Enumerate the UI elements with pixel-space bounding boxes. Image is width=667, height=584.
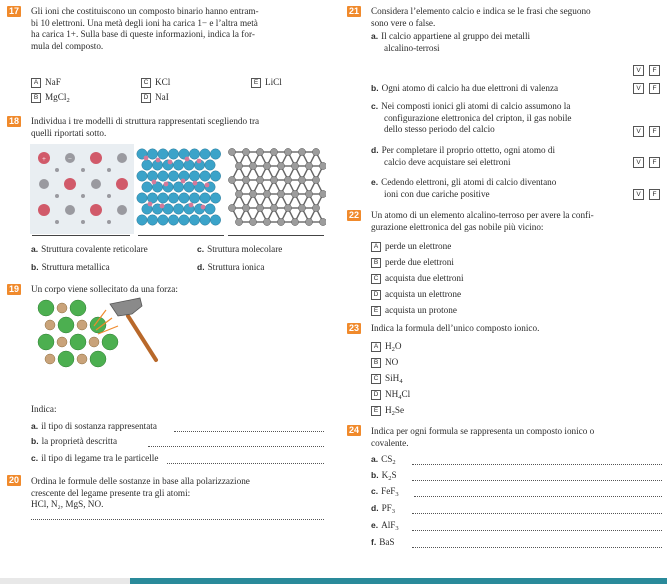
q18-option-c: c. Struttura molecolare	[197, 244, 283, 254]
atom	[312, 148, 319, 155]
atom	[185, 157, 190, 162]
atom	[137, 171, 147, 181]
q23-option-d[interactable]: D $NH_4Cl$	[371, 389, 410, 401]
q21-item-e: e. Cedendo elettroni, gli atomi di calcio diventano ioni con due cariche positive	[371, 177, 557, 199]
atom	[298, 204, 305, 211]
false-checkbox[interactable]: F	[649, 126, 660, 137]
metal-lattice	[137, 149, 221, 225]
atom	[158, 149, 168, 159]
atom	[200, 171, 210, 181]
question-number-24: 24	[349, 425, 360, 435]
atom	[189, 203, 194, 208]
answer-line[interactable]	[31, 519, 324, 520]
q24-item-e: e. AlF$_3$	[371, 520, 399, 532]
atom	[147, 193, 157, 203]
atom	[189, 149, 199, 159]
atom	[210, 149, 220, 159]
ionic-structure-image	[30, 144, 134, 234]
atom	[298, 176, 305, 183]
text-line: Considera l’elemento calcio e indica se le frasi che seguono	[371, 6, 591, 16]
atom	[168, 215, 178, 225]
atom	[77, 354, 87, 364]
atom	[277, 190, 284, 197]
true-checkbox[interactable]: V	[633, 126, 644, 137]
q21-item-c: c. Nei composti ionici gli atomi di calcio assumono la configurazione elettronica del cripton, il gas nobile dello stesso periodo del calcio	[371, 101, 572, 134]
answer-line[interactable]	[412, 530, 662, 531]
atom	[163, 204, 173, 214]
atom	[235, 218, 242, 225]
footer-band	[130, 578, 667, 584]
q24-text	[371, 426, 667, 449]
atom	[38, 334, 54, 350]
answer-line[interactable]	[167, 463, 324, 464]
q18-option-b: b. Struttura metallica	[31, 262, 110, 272]
atom	[256, 148, 263, 155]
question-number-19: 19	[9, 284, 20, 294]
atom	[57, 303, 67, 313]
atom	[90, 351, 106, 367]
q23-option-a[interactable]: A $H_2O$	[371, 341, 402, 353]
answer-line[interactable]	[412, 480, 662, 481]
atom	[263, 190, 270, 197]
q21-item-b: b. Ogni atomo di calcio ha due elettroni di valenza	[371, 83, 559, 93]
atom	[200, 149, 210, 159]
q22-option-b[interactable]: B perde due elettroni	[371, 257, 454, 269]
atom	[201, 205, 206, 210]
text-line: covalente.	[371, 437, 409, 448]
text-line: ha carica 1+. Sulla base di queste informazioni, indica la for-	[31, 29, 255, 39]
atom	[142, 182, 152, 192]
atom	[235, 162, 242, 169]
q18-text	[31, 116, 331, 139]
q20-formulas: HCl, N₂, MgS, NO.	[31, 499, 104, 509]
answer-line[interactable]	[412, 513, 662, 514]
atom	[147, 171, 157, 181]
atom	[200, 215, 210, 225]
atom	[205, 160, 215, 170]
q23-option-c[interactable]: C SiH$_4$	[371, 373, 403, 385]
q24-item-a: a. $CS_2$	[371, 454, 396, 466]
atom	[147, 215, 157, 225]
atom	[205, 183, 210, 188]
q19-indica: Indica:	[31, 404, 57, 414]
q24-item-b: b. $K_2S$	[371, 470, 397, 482]
atom	[152, 180, 157, 185]
q19-text: Un corpo viene sollecitato da una forza:	[31, 284, 178, 294]
text-line: quelli riportati sotto.	[31, 127, 107, 138]
atom	[38, 300, 54, 316]
atom	[173, 160, 183, 170]
atom	[156, 158, 161, 163]
atom	[291, 162, 298, 169]
q18-option-a: a. Struttura covalente reticolare	[31, 244, 148, 254]
question-number-21: 21	[349, 6, 360, 16]
atom	[210, 171, 220, 181]
text-line: Indica per ogni formula se rappresenta un composto ionico o	[371, 426, 595, 436]
atom	[228, 148, 235, 155]
atom	[148, 202, 153, 207]
q18-option-d: d. Struttura ionica	[197, 262, 265, 272]
atom	[181, 179, 186, 184]
atom	[319, 190, 326, 197]
atom	[242, 204, 249, 211]
true-checkbox[interactable]: V	[633, 189, 644, 200]
text-line: sono vere o false.	[371, 17, 436, 28]
atom	[270, 204, 277, 211]
q22-option-d[interactable]: D acquista un elettrone	[371, 289, 461, 301]
text-line: Gli ioni che costituiscono un composto binario hanno entram-	[31, 6, 259, 16]
text-line: mula del composto.	[31, 40, 104, 51]
question-number-20: 20	[9, 475, 20, 485]
true-checkbox[interactable]: V	[633, 65, 644, 76]
atom	[193, 181, 198, 186]
atom	[58, 317, 74, 333]
atom	[144, 156, 149, 161]
atom	[179, 215, 189, 225]
true-checkbox[interactable]: V	[633, 157, 644, 168]
q21-item-a: a. Il calcio appartiene al gruppo dei metalli alcalino-terrosi	[371, 31, 531, 53]
answer-line	[138, 235, 224, 236]
atom	[228, 204, 235, 211]
atom	[45, 354, 55, 364]
hammer-icon	[110, 298, 156, 360]
atom	[173, 182, 183, 192]
q24-item-f: f. BaS	[371, 537, 395, 547]
answer-line[interactable]	[174, 431, 324, 432]
atom	[263, 162, 270, 169]
atom	[249, 190, 256, 197]
atom	[284, 148, 291, 155]
q22-text	[371, 210, 667, 233]
answer-line	[228, 235, 324, 236]
atom	[45, 320, 55, 330]
q17-option-c[interactable]: C KCl	[141, 77, 170, 89]
footer-band-left	[0, 578, 130, 584]
atom	[168, 149, 178, 159]
atom	[70, 334, 86, 350]
false-checkbox[interactable]: F	[649, 189, 660, 200]
text-line: bi 10 elettroni. Una metà degli ioni ha carica 1− e l’altra metà	[31, 17, 258, 28]
false-checkbox[interactable]: F	[649, 83, 660, 94]
atom	[57, 337, 67, 347]
atom	[319, 162, 326, 169]
hammer-ions-image	[36, 296, 166, 388]
answer-line	[32, 235, 130, 236]
atom	[270, 148, 277, 155]
ion-charge-label: −	[68, 155, 72, 163]
atom	[305, 162, 312, 169]
question-number-17: 17	[9, 6, 20, 16]
atom	[312, 204, 319, 211]
text-line: gurazione elettronica del gas nobile più vicino:	[371, 221, 544, 232]
atom	[168, 160, 173, 165]
q19-item-c: c. il tipo di legame tra le particelle	[31, 453, 159, 463]
q22-option-a[interactable]: A perde un elettrone	[371, 241, 451, 253]
answer-line[interactable]	[148, 446, 324, 447]
atom	[270, 176, 277, 183]
atom	[284, 176, 291, 183]
q17-option-a[interactable]: A NaF	[31, 77, 61, 89]
atom	[58, 351, 74, 367]
atom	[164, 182, 169, 187]
atom	[210, 193, 220, 203]
covalent-network-image	[224, 144, 326, 234]
atom	[305, 190, 312, 197]
atom	[77, 320, 87, 330]
false-checkbox[interactable]: F	[649, 65, 660, 76]
atom	[312, 176, 319, 183]
text-line: Un atomo di un elemento alcalino-terroso per avere la confi-	[371, 210, 594, 220]
q21-text	[371, 6, 667, 29]
atom	[70, 300, 86, 316]
atom	[205, 204, 215, 214]
true-checkbox[interactable]: V	[633, 83, 644, 94]
atom	[200, 193, 210, 203]
atom	[142, 160, 152, 170]
metallic-structure-image	[134, 144, 222, 234]
atom	[158, 193, 168, 203]
atom	[168, 193, 178, 203]
atom	[158, 215, 168, 225]
atom	[89, 337, 99, 347]
atom	[210, 215, 220, 225]
atom	[179, 193, 189, 203]
atom	[189, 171, 199, 181]
question-number-22: 22	[349, 210, 360, 220]
atom	[277, 218, 284, 225]
answer-line[interactable]	[412, 464, 662, 465]
covalent-lattice	[228, 148, 326, 225]
question-number-23: 23	[349, 323, 360, 333]
q23-text: Indica la formula dell’unico composto ionico.	[371, 323, 540, 333]
atom	[242, 148, 249, 155]
text-line: Ordina le formule delle sostanze in base alla polarizzazione	[31, 476, 250, 486]
atom	[173, 204, 183, 214]
q22-option-c[interactable]: C acquista due elettroni	[371, 273, 464, 285]
answer-line[interactable]	[414, 496, 662, 497]
q23-option-b[interactable]: B NO	[371, 357, 398, 369]
q19-item-b: b. la proprietà descritta	[31, 436, 118, 446]
q24-item-d: d. $PF_3$	[371, 503, 396, 515]
atom	[235, 190, 242, 197]
atom	[249, 218, 256, 225]
atom	[291, 218, 298, 225]
atom	[263, 218, 270, 225]
q17-option-b[interactable]: B MgCl$_2$	[31, 92, 70, 104]
atom	[284, 204, 291, 211]
text-line: crescente del legame presente tra gli atomi:	[31, 487, 191, 498]
atom	[102, 334, 118, 350]
atom	[256, 204, 263, 211]
q21-item-d: d. Per completare il proprio ottetto, ogni atomo di calcio deve acquistare sei elettroni	[371, 145, 556, 167]
q17-option-d[interactable]: D NaI	[141, 92, 169, 104]
atom	[189, 215, 199, 225]
atom	[158, 171, 168, 181]
q20-text	[31, 476, 331, 511]
atom	[137, 193, 147, 203]
text-line: Individua i tre modelli di struttura rappresentati scegliendo tra	[31, 116, 260, 126]
atom	[184, 160, 194, 170]
q23-option-e[interactable]: E $H_2Se$	[371, 405, 404, 417]
atom	[137, 215, 147, 225]
atom	[305, 218, 312, 225]
atom	[147, 149, 157, 159]
atom	[291, 190, 298, 197]
atom	[298, 148, 305, 155]
atom	[189, 193, 199, 203]
false-checkbox[interactable]: F	[649, 157, 660, 168]
atom	[256, 176, 263, 183]
q19-item-a: a. il tipo di sostanza rappresentata	[31, 421, 157, 431]
atom	[228, 176, 235, 183]
question-number-18: 18	[9, 116, 20, 126]
ion-charge-label: +	[42, 155, 46, 163]
atom	[197, 159, 202, 164]
atom	[160, 204, 165, 209]
answer-line[interactable]	[412, 547, 662, 548]
atom	[168, 171, 178, 181]
atom	[277, 162, 284, 169]
q22-option-e[interactable]: E acquista un protone	[371, 305, 457, 317]
atom	[319, 218, 326, 225]
q24-item-c: c. FeF$_3$	[371, 486, 399, 498]
atom	[242, 176, 249, 183]
q17-option-e[interactable]: E LiCl	[251, 77, 282, 89]
atom	[249, 162, 256, 169]
q17-text	[31, 6, 331, 52]
